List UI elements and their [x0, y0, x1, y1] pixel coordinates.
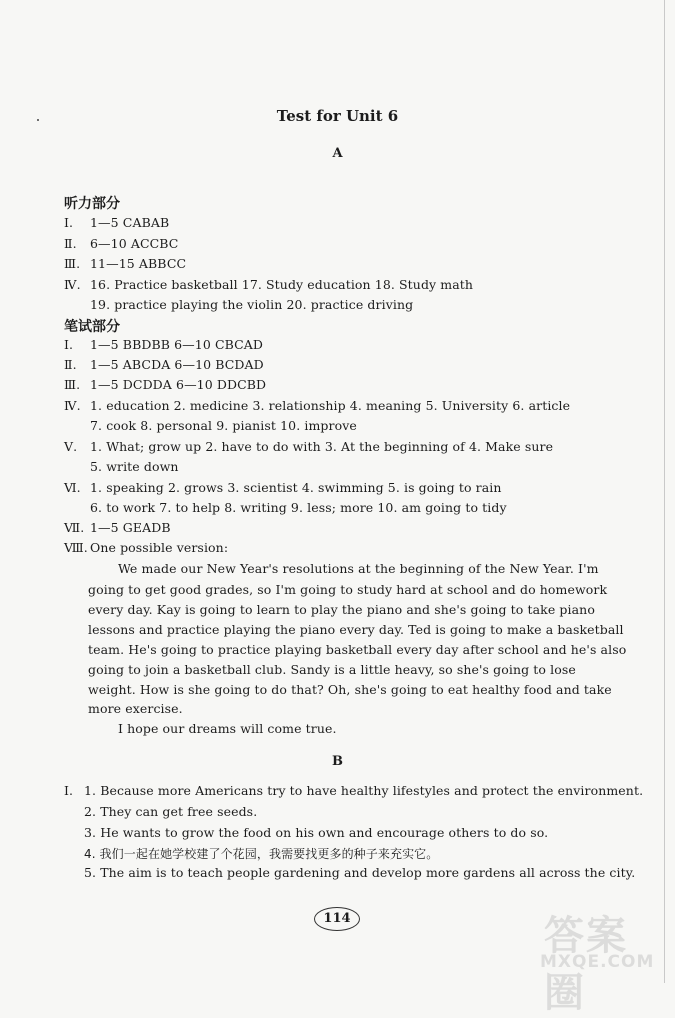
essay-line: more exercise.: [88, 701, 183, 716]
roman-numeral: Ⅵ.: [64, 480, 81, 495]
answer-line: [64, 236, 178, 251]
answer-line: [64, 277, 473, 292]
answer-text: 1. Because more Americans try to have healthy lifestyles and protect the environment.: [84, 783, 644, 798]
answer-text: One possible version:: [90, 540, 229, 555]
essay-line: We made our New Year's resolutions at the beginning of the New Year. I'm: [118, 561, 599, 576]
roman-numeral: Ⅴ.: [64, 439, 78, 454]
section-a-heading: A: [332, 146, 343, 161]
roman-numeral: Ⅱ.: [64, 236, 77, 251]
answer-continuation: 19. practice playing the violin 20. practice driving: [90, 297, 414, 312]
answer-continuation: 4. 我们一起在她学校建了个花园，我需要找更多的种子来充实它。: [84, 847, 439, 861]
answer-line: [64, 256, 186, 271]
watermark-logo: 答案圈: [544, 913, 628, 1016]
essay-line: lessons and practice playing the piano every day. Ted is going to make a basketball: [88, 622, 624, 637]
answer-continuation: 2. They can get free seeds.: [84, 804, 258, 819]
answer-text: 1—5 GEADB: [90, 520, 171, 535]
answer-continuation: 5. write down: [90, 459, 179, 474]
listening-header: 听力部分: [64, 196, 120, 212]
roman-numeral: Ⅳ.: [64, 398, 81, 413]
answer-line: [64, 540, 228, 555]
answer-line: [64, 337, 263, 352]
answer-text: 1—5 ABCDA 6—10 BCDAD: [90, 357, 264, 372]
roman-numeral: Ⅳ.: [64, 277, 81, 292]
roman-numeral: Ⅰ.: [64, 337, 74, 352]
answer-line: [64, 783, 643, 798]
answer-text: 11—15 ABBCC: [90, 256, 187, 271]
answer-line: [64, 520, 171, 535]
roman-numeral: Ⅰ.: [64, 783, 74, 798]
answer-text: 16. Practice basketball 17. Study education 18. Study math: [90, 277, 474, 292]
answer-text: 6—10 ACCBC: [90, 236, 179, 251]
roman-numeral: Ⅷ.: [64, 540, 88, 555]
roman-numeral: Ⅲ.: [64, 377, 81, 392]
page-title: Test for Unit 6: [276, 107, 399, 125]
answer-line: [64, 398, 570, 413]
answer-text: 1. education 2. medicine 3. relationship 4. meaning 5. University 6. article: [90, 398, 571, 413]
roman-numeral: Ⅱ.: [64, 357, 77, 372]
answer-line: [64, 377, 266, 392]
writing-header: 笔试部分: [64, 319, 120, 335]
answer-text: 1. speaking 2. grows 3. scientist 4. swimming 5. is going to rain: [90, 480, 502, 495]
essay-line: weight. How is she going to do that? Oh, she's going to eat healthy food and take: [88, 682, 612, 697]
essay-line: team. He's going to practice playing basketball every day after school and he's also: [88, 642, 627, 657]
answer-continuation: 6. to work 7. to help 8. writing 9. less; more 10. am going to tidy: [90, 500, 507, 515]
page-number: 114: [314, 907, 360, 931]
essay-line: I hope our dreams will come true.: [118, 721, 337, 736]
essay-line: every day. Kay is going to learn to play the piano and she's going to take piano: [88, 602, 595, 617]
answer-line: [64, 480, 502, 495]
watermark-url: MXQE.COM: [540, 952, 655, 972]
answer-text: 1—5 CABAB: [90, 215, 170, 230]
roman-numeral: Ⅶ.: [64, 520, 85, 535]
essay-line: going to get good grades, so I'm going to study hard at school and do homework: [88, 582, 608, 597]
watermark: [536, 904, 666, 1016]
answer-continuation: 5. The aim is to teach people gardening and develop more gardens all across the city.: [84, 865, 636, 880]
answer-line: [64, 357, 264, 372]
roman-numeral: Ⅲ.: [64, 256, 81, 271]
answer-continuation: 3. He wants to grow the food on his own and encourage others to do so.: [84, 825, 549, 840]
answer-text: 1—5 BBDBB 6—10 CBCAD: [90, 337, 264, 352]
answer-continuation: 7. cook 8. personal 9. pianist 10. improve: [90, 418, 357, 433]
answer-text: 1—5 DCDDA 6—10 DDCBD: [90, 377, 267, 392]
section-b-heading: B: [332, 754, 343, 769]
answer-line: [64, 215, 169, 230]
answer-text: 1. What; grow up 2. have to do with 3. At the beginning of 4. Make sure: [90, 439, 554, 454]
roman-numeral: Ⅰ.: [64, 215, 74, 230]
essay-line: going to join a basketball club. Sandy is a little heavy, so she's going to lose: [88, 662, 576, 677]
answer-line: [64, 439, 553, 454]
